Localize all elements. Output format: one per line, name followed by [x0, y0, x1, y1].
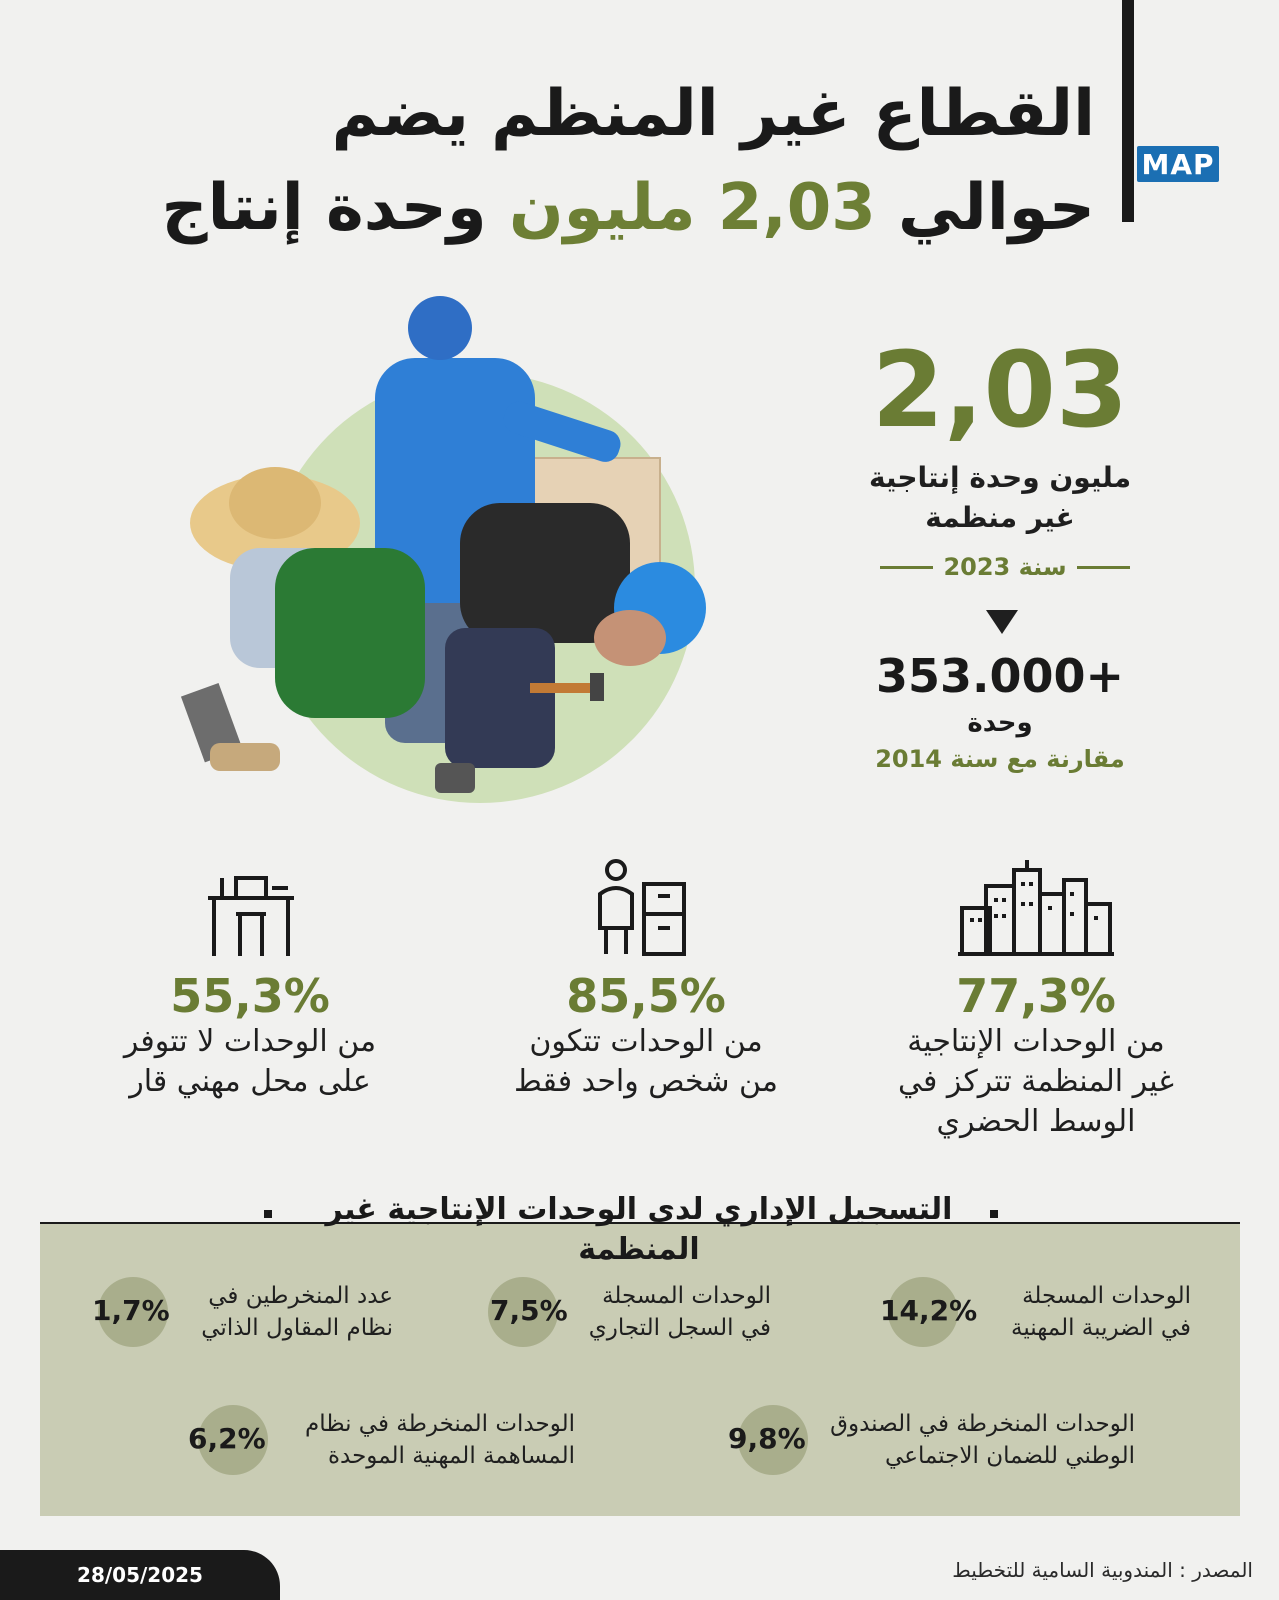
stat-urban-desc-line2: غير المنظمة تتركز في	[898, 1064, 1174, 1099]
stat-no-premises-desc-line2: على محل مهني قار	[129, 1064, 371, 1099]
page-title-line2	[115, 166, 1095, 250]
reg-item-tax-value: 14,2%	[880, 1294, 978, 1327]
title-line2-post: وحدة إنتاج	[161, 171, 487, 245]
reg-item-commerce-line1: الوحدات المسجلة	[602, 1283, 771, 1309]
stat-no-premises-value: 55,3%	[170, 969, 330, 1023]
reg-item-auto-entrepreneur-text	[201, 1280, 393, 1344]
reg-item-commerce-value: 7,5%	[490, 1294, 568, 1327]
stat-single-person-desc	[486, 1022, 806, 1102]
headline-label-line2: غير منظمة	[925, 501, 1075, 534]
reg-item-cnss-line1: الوحدات المنخرطة في الصندوق	[830, 1411, 1135, 1437]
increase-value: +353.000	[875, 649, 1125, 703]
increase-unit: وحدة	[967, 708, 1033, 738]
hammer-head	[590, 673, 604, 701]
reg-item-commerce-line2: في السجل التجاري	[588, 1315, 771, 1341]
worker-with-boxes-icon	[594, 858, 690, 958]
workers-illustration	[180, 288, 740, 828]
divider-line-right	[1077, 566, 1130, 569]
stat-no-premises-desc-line1: من الوحدات لا تتوفر	[123, 1024, 377, 1059]
stat-single-person-value: 85,5%	[566, 969, 726, 1023]
desk-chair-icon	[206, 870, 296, 958]
increase-comparison: مقارنة مع سنة 2014	[875, 745, 1125, 773]
farmer-overalls	[275, 548, 425, 718]
title-dot-left	[264, 1210, 272, 1218]
crouching-worker-face	[594, 610, 666, 666]
source-credit: المصدر : المندوبية السامية للتخطيط	[952, 1558, 1253, 1582]
down-arrow-icon	[986, 610, 1018, 634]
page-title-line1: القطاع غير المنظم يضم	[331, 77, 1095, 151]
reg-item-cpu-line2: المساهمة المهنية الموحدة	[327, 1443, 575, 1469]
reg-item-cpu-line1: الوحدات المنخرطة في نظام	[304, 1411, 575, 1437]
headline-year: سنة 2023	[943, 553, 1067, 581]
reg-item-auto-entrepreneur-line2: نظام المقاول الذاتي	[201, 1315, 393, 1341]
city-buildings-icon	[958, 858, 1114, 958]
headline-label-line1: مليون وحدة إنتاجية	[868, 461, 1132, 494]
reg-item-auto-entrepreneur-value: 1,7%	[92, 1294, 170, 1327]
registration-title: التسجيل الإداري لدى الوحدات الإنتاجية غير المنظمة	[325, 1192, 953, 1267]
hammer-handle	[530, 683, 600, 693]
stat-urban-desc-line3: الوسط الحضري	[936, 1104, 1136, 1139]
reg-item-cpu-text	[305, 1408, 575, 1472]
reg-item-tax-text	[1011, 1280, 1191, 1344]
reg-item-cpu-value: 6,2%	[188, 1422, 266, 1455]
reg-item-tax-line2: في الضريبة المهنية	[1010, 1315, 1191, 1341]
straw-hat-crown	[229, 467, 321, 539]
work-boot	[435, 763, 475, 793]
headline-value: 2,03	[871, 329, 1129, 451]
date-badge: 28/05/2025	[0, 1550, 280, 1600]
stat-urban-value: 77,3%	[956, 969, 1116, 1023]
stat-no-premises-desc	[90, 1022, 410, 1102]
reg-item-commerce-text	[589, 1280, 771, 1344]
blue-cap	[408, 296, 472, 360]
divider-line-left	[880, 566, 933, 569]
farmer-glove	[210, 743, 280, 771]
title-line2-pre: حوالي	[898, 171, 1095, 245]
stat-urban-desc-line1: من الوحدات الإنتاجية	[907, 1024, 1165, 1059]
map-logo: MAP	[1137, 146, 1219, 182]
stat-single-person-desc-line1: من الوحدات تتكون	[529, 1024, 763, 1059]
year-divider	[880, 550, 1130, 584]
reg-item-tax-line1: الوحدات المسجلة	[1022, 1283, 1191, 1309]
reg-item-cnss-text	[830, 1408, 1135, 1472]
stat-urban-desc	[876, 1022, 1196, 1142]
reg-item-cnss-value: 9,8%	[728, 1422, 806, 1455]
reg-item-cnss-line2: الوطني للضمان الاجتماعي	[885, 1443, 1135, 1469]
title-accent-bar	[1122, 0, 1134, 222]
crouching-worker-trousers	[445, 628, 555, 768]
stat-single-person-desc-line2: من شخص واحد فقط	[514, 1064, 778, 1099]
title-line2-highlight: 2,03 مليون	[508, 171, 876, 245]
headline-label	[860, 458, 1140, 538]
reg-item-auto-entrepreneur-line1: عدد المنخرطين في	[208, 1283, 393, 1309]
